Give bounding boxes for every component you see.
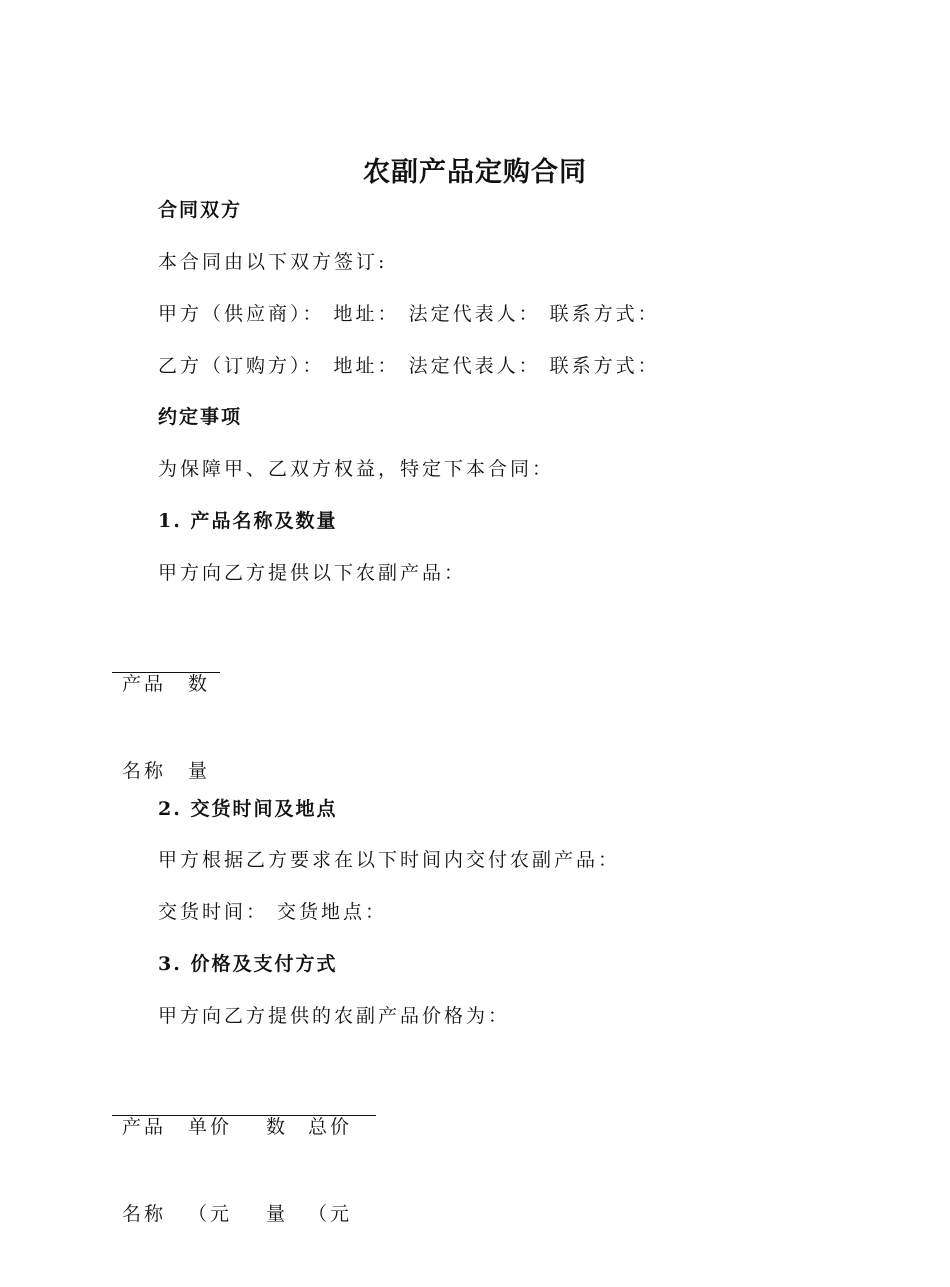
parties-intro: 本合同由以下双方签订: bbox=[158, 251, 388, 273]
table-header-cell bbox=[122, 1055, 166, 1287]
section-parties-heading: 合同双方 bbox=[158, 199, 243, 221]
table-header-line: （元 bbox=[188, 1203, 233, 1225]
terms-intro: 为保障甲、乙双方权益，特定下本合同： bbox=[158, 458, 555, 480]
section-2-text: 甲方根据乙方要求在以下时间内交付农副产品： bbox=[158, 849, 621, 871]
table-header-cell bbox=[266, 1055, 302, 1287]
table-header-line: 量 bbox=[266, 1203, 289, 1225]
table-header-line: 产品 bbox=[122, 673, 167, 695]
table-header-line: 单价 bbox=[188, 1116, 233, 1138]
section-terms-heading: 约定事项 bbox=[158, 406, 243, 428]
price-table bbox=[112, 1055, 376, 1225]
section-2-heading: 2. 交货时间及地点 bbox=[158, 798, 338, 820]
section-1-text: 甲方向乙方提供以下农副产品： bbox=[158, 562, 467, 584]
section-1-heading: 1. 产品名称及数量 bbox=[158, 510, 338, 532]
table-header-line: 数 bbox=[188, 673, 211, 695]
table-header-line: 总价 bbox=[308, 1116, 353, 1138]
table-header-line: 名称 bbox=[122, 760, 167, 782]
table-header-cell bbox=[188, 1055, 232, 1287]
table-header-line: 量 bbox=[188, 760, 211, 782]
table-header-cell bbox=[308, 1055, 352, 1287]
product-quantity-table bbox=[112, 612, 220, 782]
table-header-line: 数 bbox=[266, 1116, 289, 1138]
table-header-line: （元 bbox=[308, 1203, 353, 1225]
section-3-heading: 3. 价格及支付方式 bbox=[158, 953, 338, 975]
party-b-line: 乙方（订购方）： 地址： 法定代表人： 联系方式： bbox=[158, 355, 660, 377]
delivery-fields: 交货时间： 交货地点： bbox=[158, 901, 388, 923]
document-title: 农副产品定购合同 bbox=[363, 157, 587, 188]
table-header-line: 名称 bbox=[122, 1203, 167, 1225]
section-3-text: 甲方向乙方提供的农副产品价格为： bbox=[158, 1005, 511, 1027]
table-header-line: 产品 bbox=[122, 1116, 167, 1138]
party-a-line: 甲方（供应商）： 地址： 法定代表人： 联系方式： bbox=[158, 303, 660, 325]
